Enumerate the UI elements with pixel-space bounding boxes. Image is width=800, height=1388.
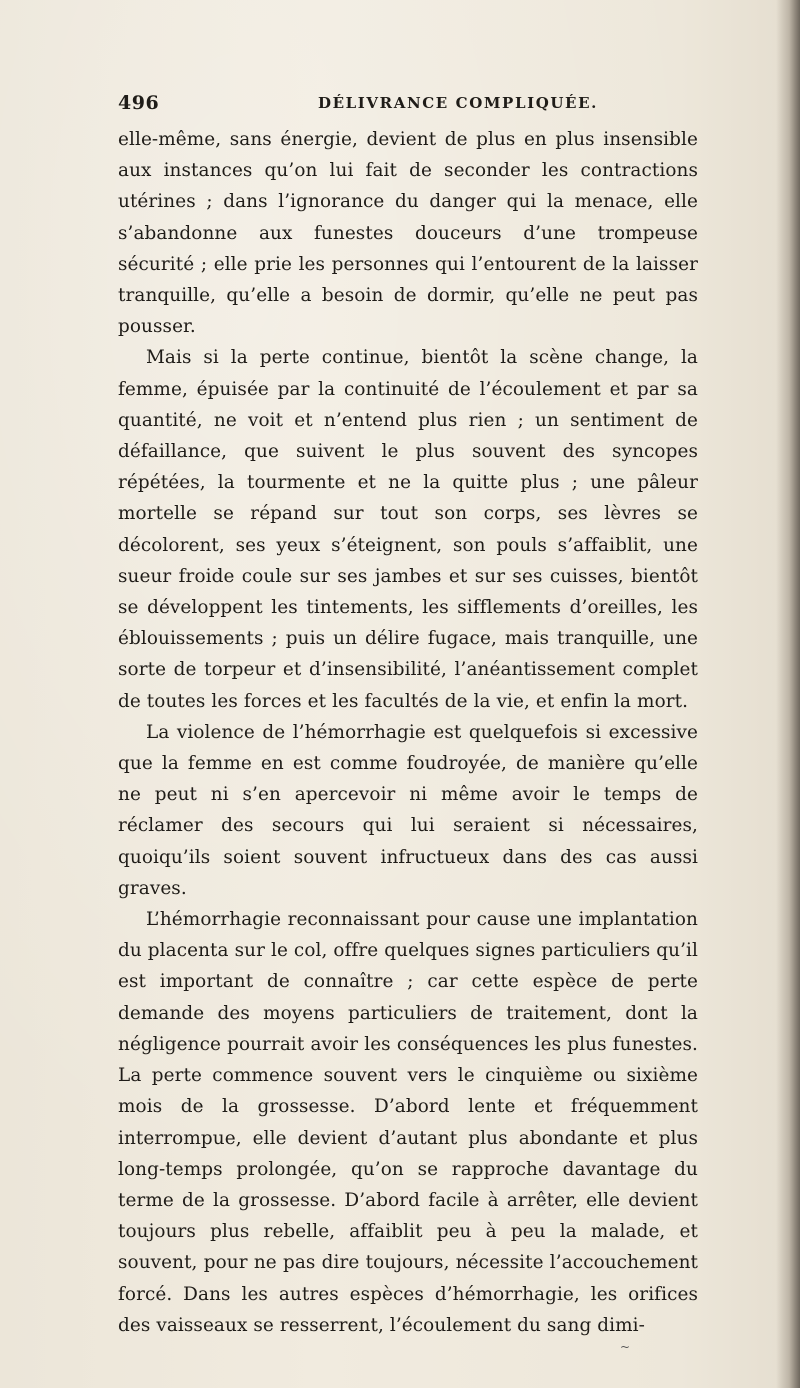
paragraph: La violence de l’hémorrhagie est quelquefois si excessive que la femme en est comme foudroyée, de manière qu’elle ne peut ni s’en apercevoir ni même avoir le temps de réclamer des secours qui lui seraient si nécessaires, quoiqu’ils soient souvent infructueux dans des cas aussi graves. [118, 721, 698, 899]
paragraph: elle-même, sans énergie, devient de plus en plus insensible aux instances qu’on lui fait de seconder les contractions utérines ; dans l’ignorance du danger qui la menace, elle s’abandonne aux funestes douceurs d’une trompeuse sécurité ; elle prie les personnes qui l’entourent de la laisser tranquille, qu’elle a besoin de dormir, qu’elle ne peut pas pousser. [118, 129, 698, 338]
page-header [118, 92, 688, 122]
paragraph: L’hémorrhagie reconnaissant pour cause une implantation du placenta sur le col, offre quelques signes particuliers qu’il est important de connaître ; car cette espèce de perte demande des moyens particuliers de traitement, dont la négligence pourrait avoir les conséquences les plus funestes. La perte commence souvent vers le cinquième ou sixième mois de la grossesse. D’abord lente et fréquemment interrompue, elle devient d’autant plus abondante et plus long-temps prolongée, qu’on se rapproche davantage du terme de la grossesse. D’abord facile à arrêter, elle devient toujours plus rebelle, affaiblit peu à peu la malade, et souvent, pour ne pas dire toujours, nécessite l’accouchement forcé. Dans les autres espèces d’hémorrhagie, les orifices des vaisseaux se resserrent, l’écoulement du sang dimi- [118, 909, 698, 1336]
page-edge-shadow [776, 0, 800, 1388]
footer-mark: ~ [620, 1340, 631, 1354]
running-title: DÉLIVRANCE COMPLIQUÉE. [318, 94, 598, 112]
body-text [118, 124, 698, 1341]
paragraph: Mais si la perte continue, bientôt la scène change, la femme, épuisée par la continuité de l’écoulement et par sa quantité, ne voit et n’entend plus rien ; un sentiment de défaillance, que suivent le plus souvent des syncopes répétées, la tourmente et ne la quitte plus ; une pâleur mortelle se répand sur tout son corps, ses lèvres se décolorent, ses yeux s’éteignent, son pouls s’affaiblit, une sueur froide coule sur ses jambes et sur ses cuisses, bientôt se développent les tintements, les sifflements d’oreilles, les éblouissements ; puis un délire fugace, mais tranquille, une sorte de torpeur et d’insensibilité, l’anéantissement complet de toutes les forces et les facultés de la vie, et enfin la mort. [118, 347, 698, 712]
page-number: 496 [118, 92, 160, 114]
